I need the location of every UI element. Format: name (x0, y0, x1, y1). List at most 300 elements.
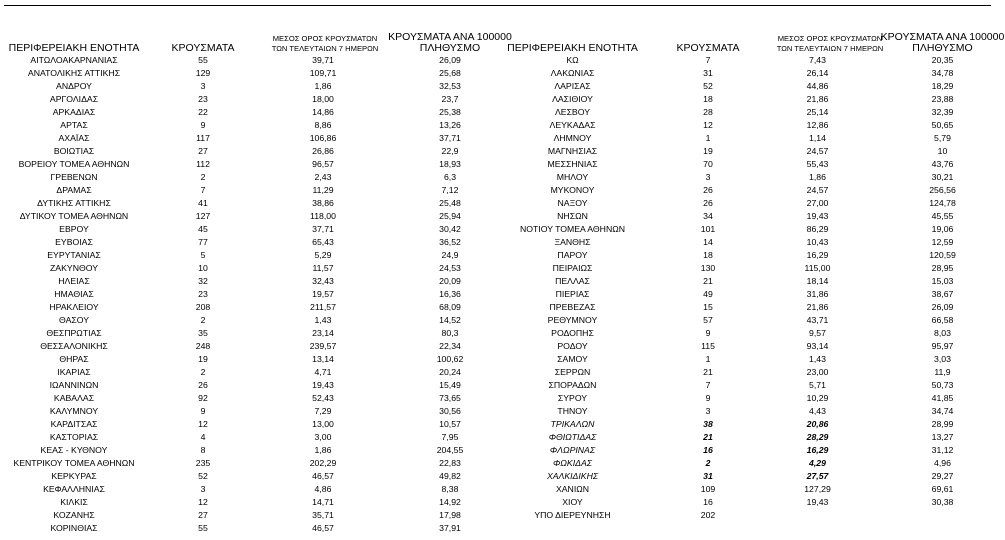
header-avg7 (250, 26, 400, 54)
table-row (0, 158, 505, 171)
cell-cases: 21 (703, 367, 713, 377)
cell-region: ΧΑΝΙΩΝ (555, 484, 590, 494)
cell-avg7: 19,43 (806, 497, 829, 507)
cell-avg7: 65,43 (312, 237, 334, 247)
cell-avg7: 55,43 (806, 159, 829, 169)
table-row (505, 457, 1005, 470)
cell-avg7: 44,86 (806, 81, 829, 91)
cell-cases: 10 (198, 263, 208, 273)
cell-cases: 9 (705, 393, 711, 403)
cell-avg7: 1,86 (314, 81, 332, 91)
cell-cases: 21 (703, 432, 713, 442)
header-avg7-right-line1: ΜΕΣΟΣ ΟΡΟΣ ΚΡΟΥΣΜΑΤΩΝ (777, 34, 883, 43)
cell-region: ΚΕΝΤΡΙΚΟΥ ΤΟΜΕΑ ΑΘΗΝΩΝ (13, 458, 135, 468)
cell-per100k: 13,27 (931, 432, 954, 442)
cell-cases: 15 (703, 302, 713, 312)
cell-per100k: 120,59 (929, 250, 956, 260)
cell-region: ΚΑΣΤΟΡΙΑΣ (49, 432, 99, 442)
cell-per100k: 22,83 (439, 458, 461, 468)
cell-avg7: 18,14 (806, 276, 829, 286)
cell-region: ΗΜΑΘΙΑΣ (54, 289, 94, 299)
header-per100k-right-line2: ΠΛΗΘΥΣΜΟ (912, 42, 973, 54)
cell-avg7: 109,71 (309, 68, 337, 78)
cell-avg7: 20,86 (806, 419, 829, 429)
cell-cases: 202 (700, 510, 716, 520)
cell-avg7: 23,00 (806, 367, 829, 377)
cell-avg7: 9,57 (809, 328, 826, 338)
header-region-right (505, 26, 640, 54)
table-row (0, 80, 505, 93)
cell-avg7: 24,57 (806, 146, 829, 156)
cell-cases: 55 (198, 55, 208, 65)
cell-avg7: 46,57 (312, 523, 334, 533)
cell-per100k: 15,49 (439, 380, 461, 390)
cell-region: ΚΩ (566, 55, 579, 65)
table-row (505, 496, 1005, 509)
cell-region: ΑΙΤΩΛΟΑΚΑΡΝΑΝΙΑΣ (30, 55, 118, 65)
cell-per100k: 25,38 (439, 107, 461, 117)
cell-cases: 57 (703, 315, 713, 325)
header-per100k-right-line1: ΚΡΟΥΣΜΑΤΑ ΑΝΑ 100000 (880, 31, 1005, 43)
cell-per100k: 12,59 (931, 237, 954, 247)
cell-region: ΑΝΔΡΟΥ (56, 81, 92, 91)
cell-avg7: 26,14 (806, 68, 829, 78)
cell-region: ΛΑΣΙΘΙΟΥ (552, 94, 593, 104)
table-row (505, 54, 1005, 67)
cell-region: ΗΛΕΙΑΣ (58, 276, 90, 286)
cell-region: ΛΕΣΒΟΥ (554, 107, 591, 117)
cell-region: ΧΙΟΥ (562, 497, 583, 507)
cell-per100k: 28,99 (931, 419, 954, 429)
cell-cases: 12 (703, 120, 713, 130)
table-row (505, 236, 1005, 249)
cell-region: ΔΥΤΙΚΗΣ ΑΤΤΙΚΗΣ (37, 198, 111, 208)
cell-cases: 129 (195, 68, 211, 78)
cell-per100k: 5,79 (934, 133, 951, 143)
cell-avg7: 1,43 (314, 315, 332, 325)
table-row (0, 392, 505, 405)
cell-per100k: 25,94 (439, 211, 461, 221)
cell-per100k: 13,26 (439, 120, 461, 130)
cell-cases: 235 (195, 458, 211, 468)
cell-per100k: 20,35 (931, 55, 954, 65)
table-row (0, 145, 505, 158)
cell-per100k: 22,9 (441, 146, 459, 156)
cell-avg7: 4,29 (809, 458, 826, 468)
cell-region: ΣΕΡΡΩΝ (554, 367, 591, 377)
cell-avg7: 27,00 (806, 198, 829, 208)
table-row (505, 444, 1005, 457)
cell-cases: 52 (703, 81, 713, 91)
cell-region: ΔΥΤΙΚΟΥ ΤΟΜΕΑ ΑΘΗΝΩΝ (19, 211, 129, 221)
cell-avg7: 3,00 (314, 432, 332, 442)
table-row (505, 171, 1005, 184)
cell-region: ΕΥΡΥΤΑΝΙΑΣ (47, 250, 101, 260)
cell-per100k: 22,34 (439, 341, 461, 351)
cell-cases: 19 (198, 354, 208, 364)
cell-region: ΖΑΚΥΝΘΟΥ (50, 263, 98, 273)
cell-cases: 23 (198, 94, 208, 104)
cell-per100k: 6,3 (443, 172, 457, 182)
cell-cases: 1 (705, 354, 711, 364)
cell-region: ΣΑΜΟΥ (557, 354, 588, 364)
table-row (0, 288, 505, 301)
table-row (505, 275, 1005, 288)
cell-region: ΙΩΑΝΝΙΝΩΝ (49, 380, 99, 390)
cell-cases: 5 (200, 250, 206, 260)
cell-per100k: 95,97 (931, 341, 954, 351)
table-row (505, 132, 1005, 145)
cell-per100k: 25,48 (439, 198, 461, 208)
cell-cases: 1 (705, 133, 711, 143)
cell-per100k: 37,91 (439, 523, 461, 533)
cell-cases: 55 (198, 523, 208, 533)
cell-avg7: 106,86 (309, 133, 337, 143)
cell-region: ΑΧΑΪΑΣ (58, 133, 90, 143)
table-row (0, 301, 505, 314)
cell-avg7: 13,14 (312, 354, 334, 364)
cell-avg7: 16,29 (806, 445, 829, 455)
header-per100k (385, 26, 515, 54)
cell-avg7: 8,86 (314, 120, 332, 130)
cell-region: ΧΑΛΚΙΔΙΚΗΣ (546, 471, 599, 481)
cell-cases: 49 (703, 289, 713, 299)
header-per100k-line1: ΚΡΟΥΣΜΑΤΑ ΑΝΑ 100000 (388, 31, 512, 43)
cell-cases: 28 (703, 107, 713, 117)
cell-per100k: 30,56 (439, 406, 461, 416)
table-row (505, 509, 1005, 522)
table-row (505, 301, 1005, 314)
cell-cases: 7 (200, 185, 206, 195)
header-per100k-right (880, 26, 1005, 54)
table-row (0, 184, 505, 197)
cell-cases: 31 (703, 68, 713, 78)
cell-avg7: 7,43 (809, 55, 826, 65)
table-row (505, 249, 1005, 262)
cell-per100k: 50,73 (931, 380, 954, 390)
table-row (505, 327, 1005, 340)
cell-cases: 16 (703, 497, 713, 507)
cell-avg7: 43,71 (806, 315, 829, 325)
cell-region: ΚΑΒΑΛΑΣ (53, 393, 95, 403)
cell-per100k: 16,36 (439, 289, 461, 299)
table-row (505, 67, 1005, 80)
cell-avg7: 1,14 (809, 133, 826, 143)
cell-per100k: 3,03 (934, 354, 951, 364)
cell-per100k: 10 (937, 146, 948, 156)
table-row (505, 314, 1005, 327)
table-row (505, 119, 1005, 132)
cell-avg7: 127,29 (804, 484, 831, 494)
cell-per100k: 32,39 (931, 107, 954, 117)
cell-per100k: 256,56 (929, 185, 956, 195)
table-row (0, 431, 505, 444)
cell-per100k: 41,85 (931, 393, 954, 403)
cell-per100k: 29,27 (931, 471, 954, 481)
cell-cases: 27 (198, 146, 208, 156)
cell-per100k: 38,67 (931, 289, 954, 299)
cell-avg7: 32,43 (312, 276, 334, 286)
cell-region: ΝΑΞΟΥ (557, 198, 588, 208)
table-row (0, 483, 505, 496)
cell-cases: 248 (195, 341, 211, 351)
cell-region: ΑΡΤΑΣ (60, 120, 88, 130)
cell-per100k: 14,52 (439, 315, 461, 325)
cell-avg7: 211,57 (310, 302, 336, 312)
cell-region: ΕΥΒΟΙΑΣ (55, 237, 93, 247)
cell-per100k: 34,74 (931, 406, 954, 416)
cell-cases: 16 (703, 445, 713, 455)
cell-region: ΜΑΓΝΗΣΙΑΣ (547, 146, 598, 156)
left-table-body (0, 54, 505, 535)
table-row (505, 483, 1005, 496)
cell-avg7: 31,86 (806, 289, 829, 299)
cell-per100k: 19,06 (931, 224, 954, 234)
cell-avg7: 38,86 (312, 198, 334, 208)
table-row (0, 106, 505, 119)
cell-per100k: 8,03 (934, 328, 951, 338)
cell-avg7: 4,71 (314, 367, 332, 377)
cell-avg7: 4,86 (314, 484, 332, 494)
table-row (505, 353, 1005, 366)
cell-region: ΡΕΘΥΜΝΟΥ (547, 315, 598, 325)
table-row (505, 340, 1005, 353)
cell-avg7: 16,29 (806, 250, 829, 260)
cell-avg7: 35,71 (312, 510, 334, 520)
cell-cases: 19 (703, 146, 713, 156)
cell-avg7: 21,86 (806, 302, 829, 312)
table-row (505, 418, 1005, 431)
cell-per100k: 18,93 (439, 159, 461, 169)
cell-avg7: 115,00 (804, 263, 831, 273)
cell-per100k: 15,03 (931, 276, 954, 286)
cell-avg7: 10,29 (806, 393, 829, 403)
cell-avg7: 19,43 (312, 380, 334, 390)
cell-region: ΝΟΤΙΟΥ ΤΟΜΕΑ ΑΘΗΝΩΝ (520, 224, 625, 234)
table-row (0, 457, 505, 470)
cell-per100k: 50,65 (931, 120, 954, 130)
cell-per100k: 30,42 (439, 224, 461, 234)
table-row (505, 392, 1005, 405)
cell-cases: 115 (701, 341, 715, 351)
cell-avg7: 37,71 (312, 224, 334, 234)
cell-per100k: 37,71 (439, 133, 461, 143)
cell-per100k: 32,53 (439, 81, 461, 91)
table-row (505, 431, 1005, 444)
cell-per100k: 30,21 (931, 172, 954, 182)
cell-region: ΛΑΚΩΝΙΑΣ (550, 68, 595, 78)
table-row (0, 197, 505, 210)
cell-avg7: 11,29 (312, 185, 334, 195)
table-row (505, 80, 1005, 93)
table-row (0, 470, 505, 483)
header-cases (160, 26, 246, 54)
cell-cases: 22 (198, 107, 208, 117)
cell-avg7: 239,57 (309, 341, 337, 351)
cell-avg7: 14,71 (312, 497, 334, 507)
cell-cases: 7 (705, 55, 711, 65)
table-row (0, 249, 505, 262)
header-cases-right (665, 26, 751, 54)
header-region-label: ΠΕΡΙΦΕΡΕΙΑΚΗ ΕΝΟΤΗΤΑ (8, 42, 140, 54)
cell-per100k: 20,09 (439, 276, 461, 286)
cell-region: ΛΑΡΙΣΑΣ (554, 81, 591, 91)
table-row (0, 275, 505, 288)
cell-region: ΚΑΛΥΜΝΟΥ (49, 406, 99, 416)
cell-avg7: 118,00 (310, 211, 336, 221)
cell-cases: 14 (703, 237, 713, 247)
cell-avg7: 11,57 (312, 263, 334, 273)
cell-per100k: 8,38 (441, 484, 459, 494)
cell-cases: 8 (200, 445, 206, 455)
cell-avg7: 5,29 (314, 250, 332, 260)
cell-avg7: 19,57 (312, 289, 334, 299)
cell-per100k: 17,98 (439, 510, 461, 520)
cell-region: ΚΙΛΚΙΣ (60, 497, 88, 507)
cell-per100k: 45,55 (931, 211, 954, 221)
cell-per100k: 28,95 (931, 263, 954, 273)
cell-cases: 34 (703, 211, 713, 221)
cell-cases: 26 (703, 198, 713, 208)
cell-cases: 92 (198, 393, 208, 403)
cell-avg7: 46,57 (312, 471, 334, 481)
table-row (505, 197, 1005, 210)
table-row (505, 470, 1005, 483)
cell-cases: 117 (196, 133, 210, 143)
table-row (505, 223, 1005, 236)
cell-region: ΠΕΙΡΑΙΩΣ (552, 263, 593, 273)
cell-region: ΕΒΡΟΥ (59, 224, 89, 234)
cell-per100k: 10,57 (439, 419, 461, 429)
header-avg7-line2: ΤΩΝ ΤΕΛΕΥΤΑΙΩΝ 7 ΗΜΕΡΩΝ (271, 44, 379, 53)
table-row (0, 509, 505, 522)
cell-region: ΛΕΥΚΑΔΑΣ (549, 120, 596, 130)
cell-per100k: 80,3 (441, 328, 459, 338)
cell-region: ΑΡΚΑΔΙΑΣ (52, 107, 96, 117)
table-row (0, 366, 505, 379)
cell-cases: 70 (703, 159, 713, 169)
cell-cases: 3 (200, 484, 206, 494)
cell-region: ΡΟΔΟΠΗΣ (551, 328, 594, 338)
cell-per100k: 23,88 (931, 94, 954, 104)
cell-region: ΚΑΡΔΙΤΣΑΣ (50, 419, 98, 429)
cell-region: ΦΩΚΙΔΑΣ (553, 458, 592, 468)
cell-region: ΔΡΑΜΑΣ (56, 185, 92, 195)
cell-region: ΦΛΩΡΙΝΑΣ (549, 445, 596, 455)
cell-avg7: 5,71 (809, 380, 826, 390)
cell-cases: 9 (200, 406, 206, 416)
cell-region: ΓΡΕΒΕΝΩΝ (50, 172, 98, 182)
cell-per100k: 26,09 (931, 302, 954, 312)
cell-per100k: 49,82 (439, 471, 461, 481)
cell-per100k (880, 509, 1005, 522)
cell-avg7: 1,86 (809, 172, 826, 182)
cell-cases: 9 (200, 120, 206, 130)
table-row (0, 405, 505, 418)
cell-avg7: 10,43 (806, 237, 829, 247)
cell-cases: 208 (195, 302, 211, 312)
right-table-body (505, 54, 1005, 522)
table-row (505, 366, 1005, 379)
cell-cases: 12 (198, 419, 208, 429)
cell-region: ΠΑΡΟΥ (557, 250, 588, 260)
cell-region: ΡΟΔΟΥ (557, 341, 588, 351)
table-row (0, 327, 505, 340)
cell-per100k: 25,68 (439, 68, 461, 78)
cell-cases: 3 (200, 81, 206, 91)
cell-cases: 101 (700, 224, 716, 234)
cell-region: ΘΕΣΣΑΛΟΝΙΚΗΣ (40, 341, 108, 351)
cell-region: ΜΥΚΟΝΟΥ (550, 185, 595, 195)
table-row (0, 210, 505, 223)
cell-cases: 18 (703, 250, 713, 260)
cell-per100k: 69,61 (931, 484, 954, 494)
table-row (505, 210, 1005, 223)
cell-avg7: 202,29 (309, 458, 337, 468)
cell-per100k: 11,9 (934, 367, 951, 377)
cell-avg7: 25,14 (806, 107, 829, 117)
cell-avg7: 93,14 (806, 341, 829, 351)
table-row (0, 444, 505, 457)
cell-cases: 109 (700, 484, 716, 494)
cell-per100k: 30,38 (931, 497, 954, 507)
cell-cases: 27 (198, 510, 208, 520)
table-row (0, 236, 505, 249)
cell-avg7: 23,14 (312, 328, 334, 338)
cell-per100k: 18,29 (931, 81, 954, 91)
cell-avg7: 39,71 (312, 55, 334, 65)
cell-cases: 9 (705, 328, 711, 338)
cell-cases: 52 (198, 471, 208, 481)
table-row (0, 314, 505, 327)
cell-region: ΙΚΑΡΙΑΣ (57, 367, 91, 377)
header-cases-label: ΚΡΟΥΣΜΑΤΑ (171, 42, 235, 54)
cell-region: ΠΕΛΛΑΣ (555, 276, 590, 286)
table-row (0, 418, 505, 431)
table-row (505, 184, 1005, 197)
cell-avg7: 14,86 (312, 107, 334, 117)
cell-region: ΑΝΑΤΟΛΙΚΗΣ ΑΤΤΙΚΗΣ (27, 68, 121, 78)
cell-cases: 2 (705, 458, 711, 468)
header-region-right-label: ΠΕΡΙΦΕΡΕΙΑΚΗ ΕΝΟΤΗΤΑ (507, 42, 638, 54)
cell-cases: 4 (200, 432, 206, 442)
header-region (0, 26, 148, 54)
cell-avg7: 18,00 (312, 94, 334, 104)
cell-region: ΛΗΜΝΟΥ (553, 133, 592, 143)
table-row (505, 405, 1005, 418)
table-row (0, 171, 505, 184)
cell-avg7: 96,57 (312, 159, 334, 169)
cell-region: ΣΥΡΟΥ (557, 393, 588, 403)
cell-per100k: 20,24 (439, 367, 461, 377)
table-row (0, 340, 505, 353)
cell-per100k: 73,65 (439, 393, 461, 403)
cell-per100k: 68,09 (439, 302, 461, 312)
table-row (0, 353, 505, 366)
cell-avg7: 7,29 (314, 406, 332, 416)
cell-cases: 127 (195, 211, 211, 221)
table-row (0, 93, 505, 106)
cell-per100k: 23,7 (441, 94, 459, 104)
header-per100k-line2: ΠΛΗΘΥΣΜΟ (419, 42, 481, 54)
cell-per100k: 124,78 (929, 198, 956, 208)
cell-region: ΠΙΕΡΙΑΣ (555, 289, 590, 299)
cell-avg7: 28,29 (806, 432, 829, 442)
cell-region: ΦΘΙΩΤΙΔΑΣ (548, 432, 597, 442)
cell-region: ΘΗΡΑΣ (59, 354, 89, 364)
cell-avg7: 27,57 (806, 471, 829, 481)
cell-region: ΚΟΖΑΝΗΣ (53, 510, 95, 520)
